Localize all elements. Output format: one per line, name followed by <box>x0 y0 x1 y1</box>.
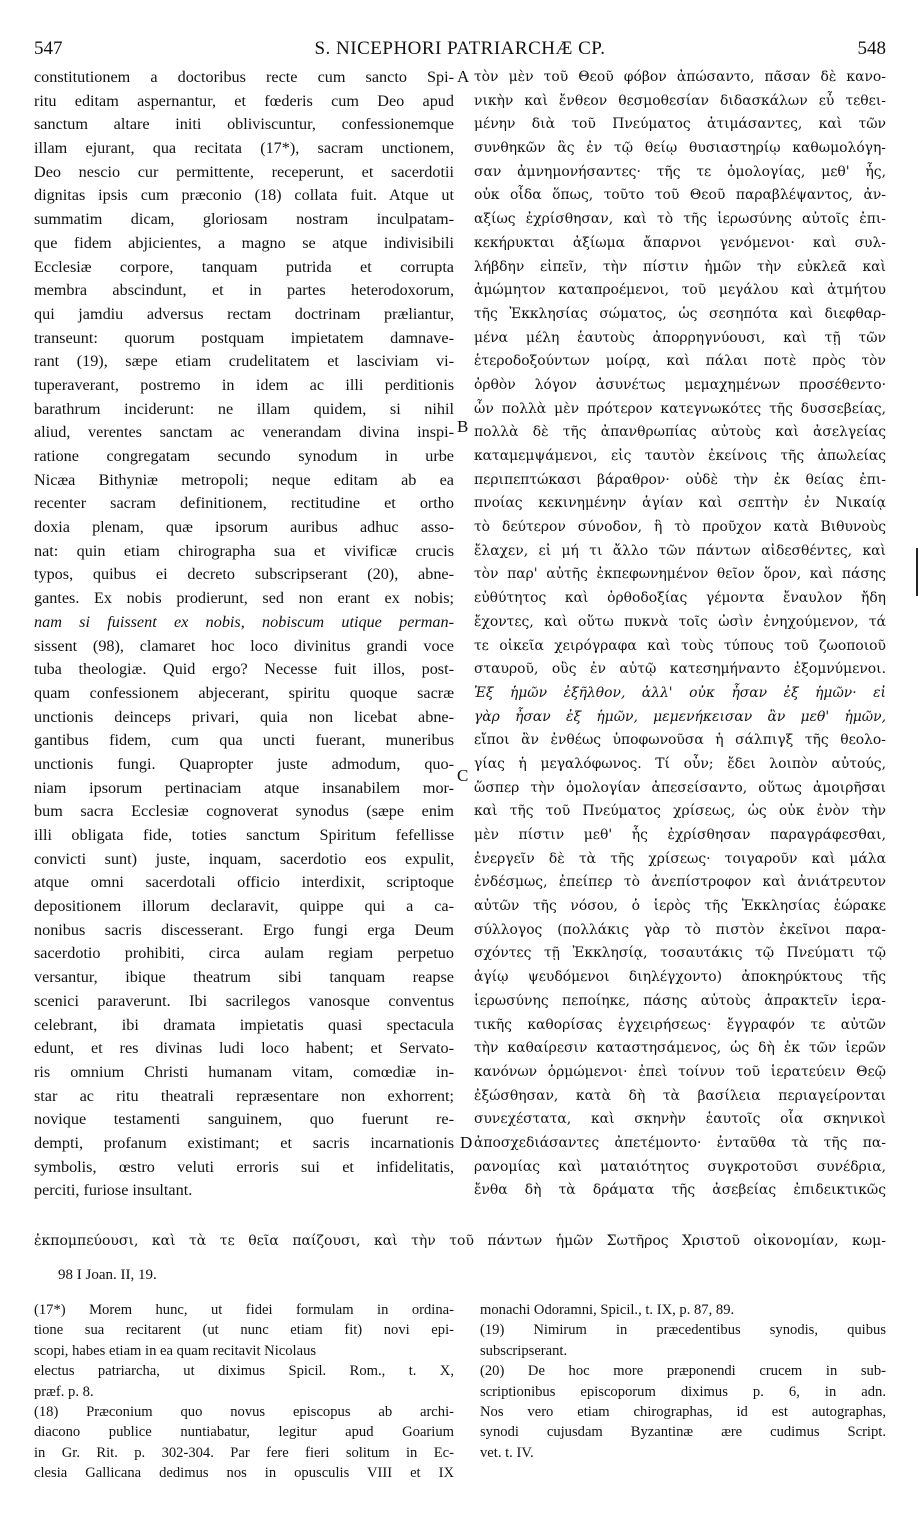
greek-text-line: ἀμώμητον καταπροέμενοι, τοῦ μεγάλου καὶ ἀτμήτου <box>474 282 886 299</box>
greek-text-line: ἔνθα δὴ τὰ δράματα τῆς ἀσεβείας ἐπιδεικτικῶς <box>474 1182 886 1199</box>
greek-text-line: γίας ἡ μεγαλόφωνος. Τί οὖν; ἔδει λοιπὸν αὐτούς, <box>474 755 886 772</box>
footnotes-left <box>34 1300 454 1484</box>
margin-letter-d: D <box>460 1133 473 1152</box>
latin-text-line: unctionis fungi. Quapropter juste admodum, quo- <box>34 754 454 773</box>
latin-text-line: gantes. Ex nobis prodierunt, sed non erant ex nobis; <box>34 589 454 608</box>
footnote-line: scopi, habes etiam in ea quam recitavit Nicolaus <box>34 1342 317 1359</box>
latin-text-line: transeunt: quorum postquam impietatem damnave- <box>34 328 454 347</box>
latin-text-line: perciti, furiose insultant. <box>34 1181 193 1200</box>
greek-text-line: ἔχοντες, καὶ οὕτω πυκνὰ τοῖς ὠσὶν ἐνηχούμενον, τά <box>474 613 886 630</box>
latin-text-line: typos, quibus ei decreto subscripserant (20), abne- <box>34 565 454 584</box>
latin-text-line: sissent (98), clamaret hoc loco divinitus grandi voce <box>34 636 454 655</box>
latin-text-line: doxia plenam, quæ ipsorum auribus adhuc asso- <box>34 518 454 537</box>
latin-text-line: dignitas ipsis cum præconio (18) collata fuit. Atque ut <box>34 186 454 205</box>
latin-text-line: constitutionem a doctoribus recte cum sancto Spi- <box>34 68 454 86</box>
greek-text-line: ἐνδέσμως, ἐπείπερ τὸ ἀνεπίστροφον καὶ ἀνιάτρευτον <box>474 874 886 891</box>
footnote-line: (18) Præconium quo novus episcopus ab archi- <box>34 1403 454 1420</box>
latin-text-line: niam ipsorum pertinaciam atque insanabilem mor- <box>34 778 454 797</box>
greek-text-line: εὐθύτητος καὶ ὀρθοδοξίας γέμοντα ἔναυλον ἤδη <box>474 590 886 607</box>
greek-column <box>474 66 886 1203</box>
footnote-line: clesia Gallicana dedimus nos in opusculis VIII et IX <box>34 1465 454 1482</box>
latin-text-line: tuba theologiæ. Quid ergo? Necesse fuit illos, post- <box>34 660 454 679</box>
greek-text-line: μὲν πίστιν μεθ' ἧς ἐχρίσθησαν παραγράφεσθαι, <box>474 827 886 843</box>
latin-text-line: atque omni sacerdotali officio interdixit, scriptoque <box>34 873 454 892</box>
latin-text-line: versantur, ibique theatrum sibi tanquam reapse <box>34 968 454 987</box>
latin-text-line: membra abscindunt, et in partes heterodoxorum, <box>34 281 454 300</box>
greek-text-line: πνοίας κεκινημένην ἁγίαν καὶ σεπτὴν ἐν Νικαίᾳ <box>474 495 886 512</box>
greek-text-line: τὸ δεύτερον σύνοδον, ἣ τὸ προῦχον κατὰ Βιθυνοὺς <box>474 519 886 536</box>
footnote-line: scriptionibus episcoporum diximus p. 6, in adn. <box>480 1383 886 1400</box>
latin-text-line: Ecclesiæ corpore, tanquam putrida et corrupta <box>34 257 454 276</box>
latin-text-line: gantibus fidem, cum qua uncti fuerant, muneribus <box>34 731 454 750</box>
greek-text-line: ἱερωσύνης πεποίηκε, πάσης αὐτοὺς ἀπρακτεῖν ἱερα- <box>474 992 886 1009</box>
scripture-reference-note: 98 I Joan. II, 19. <box>58 1267 157 1283</box>
latin-text-line: tuperaverant, postremo in idem ac illi perditionis <box>34 375 454 394</box>
greek-text-line: ἐξώσθησαν, κατὰ δὴ τὰ βασίλεια περιαγείρονται <box>474 1087 886 1104</box>
greek-text-line: τὴν καθαίρεσιν καταστησάμενος, ὡς δὴ ἐκ τῶν ἱερῶν <box>474 1040 886 1057</box>
greek-text-line: σύλλογος (πολλάκις γὰρ τὸ πιστὸν ἐκεῖνοι παρα- <box>474 921 886 938</box>
greek-text-line: γὰρ ἦσαν ἐξ ἡμῶν, μεμενήκεισαν ἂν μεθ' ἡμῶν, <box>474 708 886 725</box>
page-header <box>34 38 886 62</box>
footnote-line: (20) De hoc more præponendi crucem in sub- <box>480 1363 886 1380</box>
margin-letter-b: B <box>457 417 469 436</box>
latin-text-line: novique testamenti sanguinem, quo fuerunt re- <box>34 1110 454 1129</box>
latin-text-line: que fidem abjicientes, a magno se atque indivisibili <box>34 233 454 252</box>
latin-text-line: illi obligata fide, toties sanctum Spiritum fefellisse <box>34 826 454 844</box>
latin-text-line: depositionem illorum declaravit, quippe qui a ca- <box>34 897 454 916</box>
margin-rule-mark <box>916 548 918 596</box>
footnote-line: vet. t. IV. <box>480 1444 534 1461</box>
latin-text-line: sanctum altare initi obliviscuntur, confessionemque <box>34 115 454 134</box>
greek-text-line: ὀρθὸν λόγον ἀσυνέτως μεμαχημένων προσέθεντο· <box>474 376 886 393</box>
latin-text-line: barathrum inciderunt: ne illam quidem, si nihil <box>34 399 454 418</box>
footnote-line: subscripserant. <box>480 1342 568 1359</box>
footnote-line: monachi Odoramni, Spicil., t. IX, p. 87, 89. <box>480 1302 735 1318</box>
latin-text-line: qui jamdiu adversus rectam doctrinam præliantur, <box>34 304 454 323</box>
greek-text-line: αὐτῶν τῆς νόσου, ὁ ἱερὸς τῆς Ἐκκλησίας ἑώρακε <box>474 898 886 915</box>
greek-text-line: ἑτεροδοξούντων μοίρᾳ, καὶ πάλαι ποτὲ πρὸς τὸν <box>474 353 886 370</box>
footnote-line: synodi cujusdam Byzantinæ ære cudimus Script. <box>480 1424 886 1441</box>
latin-text-line: summatim dicam, gloriosam nostram inculpatam- <box>34 210 454 229</box>
latin-text-line: dempti, profanum existimant; et sacris incarnationis <box>34 1133 454 1152</box>
greek-text-line: συνθηκῶν ἃς ἐν τῷ θείῳ θυσιαστηρίῳ καθωμολόγη- <box>474 140 886 157</box>
footnote-line: præf. p. 8. <box>34 1383 94 1400</box>
footnote-line: in Gr. Rit. p. 302-304. Par fere fieri solitum in Ec- <box>34 1444 454 1461</box>
greek-text-line: ρανομίας καὶ ματαιότητος συγκροτοῦσι συνέδρια, <box>474 1158 886 1175</box>
greek-text-line: μένα μέλη ἑαυτοὺς ἀπορρηγνύουσι, καὶ τῇ τῶν <box>474 329 886 346</box>
greek-text-line: πολλὰ δὲ τῆς ἀπανθρωπίας αὐτοὺς καὶ ἀσελγείας <box>474 424 886 441</box>
greek-text-line: περιπεπτώκασι βάραθρον· οὐδὲ τὴν ἐκ θείας ἐπι- <box>474 471 886 488</box>
greek-text-line: τικῆς καθορίσας ἐγχειρήσεως· ἔγγραφόν τε αὐτῶν <box>474 1016 886 1033</box>
running-title: S. NICEPHORI PATRIARCHÆ CP. <box>314 38 606 59</box>
greek-text-line: ἁγίῳ ψευδόμενοι διηλέγχοντο) ἀποκηρύκτους τῆς <box>474 969 886 986</box>
latin-text-line: recenter sacram definitionem, rectitudine et ortho <box>34 494 454 513</box>
latin-text-line: quam confessionem abjecerant, spiritu quoque sacræ <box>34 683 454 702</box>
footnote-line: (17*) Morem hunc, ut fidei formulam in ordina- <box>34 1302 454 1318</box>
greek-text-line: ἐνεργεῖν δὲ τὰ τῆς χρίσεως· τοιγαροῦν καὶ μάλα <box>474 850 886 867</box>
footnote-line: Nos vero etiam chirographas, id est autographas, <box>480 1403 886 1420</box>
greek-text-line: τὸν παρ' αὐτῆς ἐκπεφωνημένον θεῖον ὅρον, καὶ πάσης <box>474 566 886 583</box>
page-number-right: 548 <box>857 38 886 59</box>
latin-text-line: celebrant, ibi dramata impietatis quasi spectacula <box>34 1015 454 1034</box>
greek-text-line: τε οἰκεῖα χειρόγραφα καὶ τοὺς τύπους τοῦ ζωοποιοῦ <box>474 637 886 654</box>
greek-text-line: κεκήρυκται ἀξίωμα ἄπαρνοι γενόμενοι· καὶ συλ- <box>474 234 886 251</box>
greek-text-line: συνεχέστατα, καὶ σκηνὴν ἑαυτοῖς οἷα σκηνικοὶ <box>474 1111 886 1128</box>
latin-text-line: bum sacra Ecclesiæ cognoverat synodus (sæpe enim <box>34 802 454 821</box>
greek-text-line: λήβδην εἰπεῖν, τὴν πίστιν ἡμῶν τὴν εὐκλεᾶ καὶ <box>474 258 886 275</box>
footnotes-right <box>480 1300 886 1463</box>
greek-text-line: ὧν πολλὰ μὲν πρότερον κατεγνωκότες τῆς δυσσεβείας, <box>474 400 886 417</box>
greek-text-line: μένην διὰ τοῦ Πνεύματος ἀτιμάσαντες, καὶ τῶν <box>474 116 886 133</box>
latin-text-line: nonibus sacris discesserant. Ergo fungi erga Deum <box>34 920 454 939</box>
latin-text-line: symbolis, œstro veluti erroris sui et infidelitatis, <box>34 1157 454 1176</box>
latin-text-line: rant (19), sæpe etiam crudelitatem et lasciviam vi- <box>34 352 454 371</box>
greek-text-line: σαν ἀμνημονήσαντες· τῆς τε ὁμολογίας, μεθ' ἧς, <box>474 163 886 180</box>
page-number-left: 547 <box>34 38 63 59</box>
full-width-greek-line: ἐκπομπεύουσι, καὶ τὰ τε θεῖα παίζουσι, καὶ τὴν τοῦ πάντων ἡμῶν Σωτῆρος Χριστοῦ οἰκονομίαν, κωμ- <box>34 1233 886 1249</box>
latin-text-line: illam ejurant, qua recitata (17*), sacram unctionem, <box>34 139 454 158</box>
latin-text-line: Deo nescio cur permittente, receperunt, et sacerdotii <box>34 162 454 181</box>
greek-text-line: νικὴν καὶ ἔνθεον θεσμοθεσίαν διδασκάλων εὖ τεθει- <box>474 92 886 109</box>
latin-text-line: ris omnium Christi humanam vitam, comœdiæ in- <box>34 1062 454 1081</box>
greek-text-line: Ἐξ ἡμῶν ἐξῆλθον, ἀλλ' οὐκ ἦσαν ἐξ ἡμῶν· εἰ <box>474 684 886 701</box>
latin-text-line: sacerdotio prohibiti, circa aulam regiam perpetuo <box>34 944 454 963</box>
footnote-line: diacono publice nuntiabatur, legitur apud Goarium <box>34 1424 454 1441</box>
latin-text-line: unctionis deinceps privari, quia non licebat abne- <box>34 707 454 726</box>
latin-text-line: nam si fuissent ex nobis, nobiscum utique perman- <box>34 612 454 631</box>
latin-text-line: ratione congregatam secundo synodum in urbe <box>34 447 454 465</box>
margin-letter-a: A <box>457 67 470 86</box>
greek-text-line: ἔλαχεν, εἰ μή τι ἄλλο τῶν πάντων αἰδεσθέντες, καὶ <box>474 542 886 559</box>
latin-text-line: star ac ritu theatrali repræsentare non exhorrent; <box>34 1086 454 1105</box>
latin-text-line: scenici paraverunt. Ibi sacrilegos vanosque conventus <box>34 991 454 1010</box>
latin-text-line: nat: quin etiam chirographa sua et vivificæ crucis <box>34 541 454 560</box>
footnote-line: tione sua recitarent (ut nunc etiam fit) novi epi- <box>34 1322 454 1339</box>
greek-text-line: σχόντες τῇ Ἐκκλησίᾳ, τοσαυτάκις τῷ Πνεύματι τῷ <box>474 945 886 962</box>
latin-text-line: edunt, et res divinas ludi loco habent; et Servato- <box>34 1039 454 1058</box>
greek-text-line: ὥσπερ τὴν ὁμολογίαν ἀπεσείσαντο, οὕτως ἀμοιρῆσαι <box>474 779 886 796</box>
greek-text-line: τὸν μὲν τοῦ Θεοῦ φόβον ἀπώσαντο, πᾶσαν δὲ κανο- <box>474 69 886 85</box>
greek-text-line: καὶ τῆς τοῦ Πνεύματος χρίσεως, ὡς οὐκ ἐνὸν τὴν <box>474 803 886 820</box>
footnote-line: (19) Nimirum in præcedentibus synodis, quibus <box>480 1322 886 1339</box>
greek-text-line: καταμεμψάμενοι, εἰς ταυτὸν ἐκείνοις τῆς ἀπωλείας <box>474 448 886 464</box>
latin-column <box>34 66 454 1203</box>
margin-letter-c: C <box>457 766 469 785</box>
greek-text-line: τῆς Ἐκκλησίας σώματος, ὡς σεσηπότα καὶ διεφθαρ- <box>474 305 886 322</box>
greek-text-line: οὐκ οἶδα ὅπως, τοῦτο τοῦ Θεοῦ παραβλέψαντος, ἀν- <box>474 187 886 204</box>
greek-text-line: ἀποσχεδιάσαντες ἀπετέμοντο· ἐνταῦθα τὰ τῆς πα- <box>474 1134 886 1151</box>
greek-text-line: αξίως ἐχρίσθησαν, καὶ τὸ τῆς ἱερωσύνης αὐτοῖς ἐπι- <box>474 211 886 228</box>
greek-text-line: κανόνων ὁρμώμενοι· ἐπεὶ τοίνυν τοῦ ἱερατεύειν Θεῷ <box>474 1063 886 1080</box>
latin-text-line: ritu editam aspernantur, et fœderis cum Deo apud <box>34 91 454 110</box>
greek-text-line: σταυροῦ, οὓς ἐν αὐτῷ κατεσημήναντο ἐξομνύμενοι. <box>474 661 886 678</box>
latin-text-line: aliud, verentes sanctam ac venerandam divina inspi- <box>34 423 454 442</box>
footnote-line: electus patriarcha, ut diximus Spicil. Rom., t. X, <box>34 1363 454 1380</box>
latin-text-line: convicti sunt) juste, inquam, sacerdotio eos expulit, <box>34 849 454 868</box>
latin-text-line: Nicæa Bithyniæ metropoli; neque editam ab ea <box>34 470 454 489</box>
greek-text-line: εἴποι ἂν ἐνθέως ὑποφωνοῦσα ἡ σάλπιγξ τῆς θεολο- <box>474 732 886 749</box>
